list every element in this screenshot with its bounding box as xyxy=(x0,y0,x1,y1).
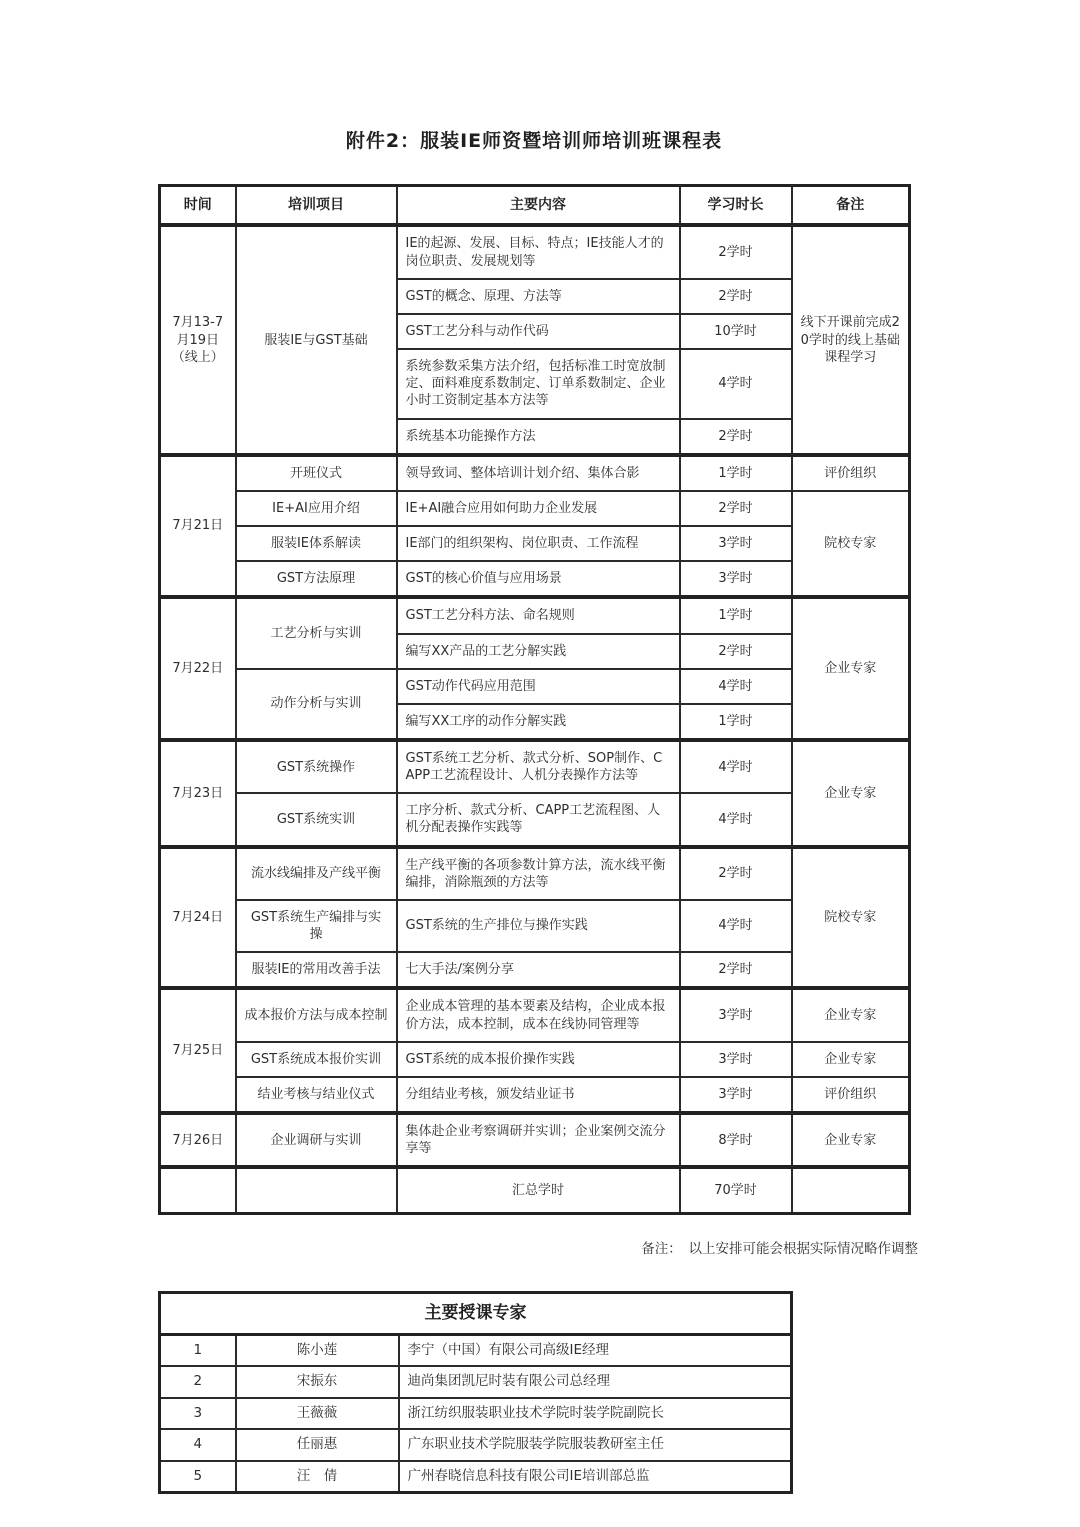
date-cell: 7月13-7月19日（线上） xyxy=(160,225,236,454)
date-cell: 7月26日 xyxy=(160,1113,236,1167)
content-cell: GST工艺分科与动作代码 xyxy=(397,314,680,349)
date-cell: 7月22日 xyxy=(160,597,236,740)
expert-title: 浙江纺织服装职业技术学院时装学院副院长 xyxy=(399,1398,792,1430)
content-cell: 领导致词、整体培训计划介绍、集体合影 xyxy=(397,455,680,491)
hours-cell: 3学时 xyxy=(680,988,792,1041)
header-cell-time: 时间 xyxy=(160,186,236,226)
content-cell: 企业成本管理的基本要素及结构，企业成本报价方法，成本控制，成本在线协同管理等 xyxy=(397,988,680,1041)
experts-header-row xyxy=(160,1293,792,1334)
hours-cell: 3学时 xyxy=(680,1077,792,1113)
project-cell: 动作分析与实训 xyxy=(236,669,397,740)
content-cell: GST工艺分科方法、命名规则 xyxy=(397,597,680,633)
empty-cell xyxy=(236,1167,397,1214)
content-cell: IE+AI融合应用如何助力企业发展 xyxy=(397,491,680,526)
table-row xyxy=(160,740,910,793)
schedule-footnote: 备注： 以上安排可能会根据实际情况略作调整 xyxy=(641,1241,918,1258)
hours-cell: 1学时 xyxy=(680,704,792,740)
table-row xyxy=(160,1077,910,1113)
expert-row xyxy=(160,1429,792,1461)
project-cell: 服装IE体系解读 xyxy=(236,526,397,561)
hours-cell: 3学时 xyxy=(680,1042,792,1077)
project-cell: IE+AI应用介绍 xyxy=(236,491,397,526)
content-cell: GST动作代码应用范围 xyxy=(397,669,680,704)
project-cell: 服装IE的常用改善手法 xyxy=(236,952,397,988)
expert-number: 5 xyxy=(160,1461,236,1493)
hours-cell: 8学时 xyxy=(680,1113,792,1167)
project-cell: 工艺分析与实训 xyxy=(236,597,397,668)
expert-number: 4 xyxy=(160,1429,236,1461)
date-cell: 7月24日 xyxy=(160,847,236,989)
date-cell: 7月23日 xyxy=(160,740,236,847)
hours-cell: 2学时 xyxy=(680,225,792,278)
expert-title: 广州春晓信息科技有限公司IE培训部总监 xyxy=(399,1461,792,1493)
content-cell: IE的起源、发展、目标、特点；IE技能人才的岗位职责、发展规划等 xyxy=(397,225,680,278)
page-title: 附件2：服装IE师资暨培训师培训班课程表 xyxy=(345,130,723,152)
date-cell: 7月25日 xyxy=(160,988,236,1113)
hours-cell: 10学时 xyxy=(680,314,792,349)
expert-number: 3 xyxy=(160,1398,236,1430)
header-cell-project: 培训项目 xyxy=(236,186,397,226)
content-cell: 系统基本功能操作方法 xyxy=(397,419,680,455)
content-cell: GST系统的生产排位与操作实践 xyxy=(397,900,680,952)
project-cell: GST系统操作 xyxy=(236,740,397,793)
expert-name: 宋振东 xyxy=(236,1366,399,1398)
note-cell: 企业专家 xyxy=(792,740,910,847)
table-row xyxy=(160,1042,910,1077)
table-row xyxy=(160,455,910,491)
note-cell: 企业专家 xyxy=(792,1113,910,1167)
content-cell: 生产线平衡的各项参数计算方法，流水线平衡编排，消除瓶颈的方法等 xyxy=(397,847,680,900)
hours-cell: 4学时 xyxy=(680,793,792,846)
content-cell: 集体赴企业考察调研并实训；企业案例交流分享等 xyxy=(397,1113,680,1167)
expert-title: 迪尚集团凯尼时装有限公司总经理 xyxy=(399,1366,792,1398)
note-cell: 线下开课前完成20学时的线上基础课程学习 xyxy=(792,225,910,454)
hours-cell: 2学时 xyxy=(680,491,792,526)
content-cell: 分组结业考核，颁发结业证书 xyxy=(397,1077,680,1113)
header-cell-hours: 学习时长 xyxy=(680,186,792,226)
expert-number: 2 xyxy=(160,1366,236,1398)
expert-row xyxy=(160,1398,792,1430)
hours-cell: 2学时 xyxy=(680,634,792,669)
content-cell: 工序分析、款式分析、CAPP工艺流程图、人机分配表操作实践等 xyxy=(397,793,680,846)
hours-cell: 2学时 xyxy=(680,847,792,900)
summary-value-cell: 70学时 xyxy=(680,1167,792,1214)
header-cell-note: 备注 xyxy=(792,186,910,226)
content-cell: 编写XX产品的工艺分解实践 xyxy=(397,634,680,669)
content-cell: GST的概念、原理、方法等 xyxy=(397,279,680,314)
hours-cell: 3学时 xyxy=(680,526,792,561)
table-row xyxy=(160,847,910,900)
project-cell: 流水线编排及产线平衡 xyxy=(236,847,397,900)
experts-table-title: 主要授课专家 xyxy=(160,1293,792,1334)
expert-name: 王薇薇 xyxy=(236,1398,399,1430)
schedule-header-row xyxy=(160,186,910,226)
content-cell: GST的核心价值与应用场景 xyxy=(397,561,680,597)
date-cell: 7月21日 xyxy=(160,455,236,598)
hours-cell: 4学时 xyxy=(680,740,792,793)
note-cell: 评价组织 xyxy=(792,455,910,491)
note-cell: 院校专家 xyxy=(792,491,910,597)
note-cell: 企业专家 xyxy=(792,1042,910,1077)
expert-name: 汪 倩 xyxy=(236,1461,399,1493)
expert-name: 任丽惠 xyxy=(236,1429,399,1461)
document-body xyxy=(158,0,918,1494)
project-cell: GST系统实训 xyxy=(236,793,397,846)
expert-title: 李宁（中国）有限公司高级IE经理 xyxy=(399,1334,792,1366)
hours-cell: 4学时 xyxy=(680,900,792,952)
hours-cell: 1学时 xyxy=(680,455,792,491)
expert-title: 广东职业技术学院服装学院服装教研室主任 xyxy=(399,1429,792,1461)
schedule-table xyxy=(158,184,911,1215)
expert-row xyxy=(160,1366,792,1398)
content-cell: 系统参数采集方法介绍，包括标准工时宽放制定、面料难度系数制定、订单系数制定、企业小时工资制定基本方法等 xyxy=(397,349,680,418)
summary-label-cell: 汇总学时 xyxy=(397,1167,680,1214)
project-cell: 企业调研与实训 xyxy=(236,1113,397,1167)
note-cell: 院校专家 xyxy=(792,847,910,989)
project-cell: GST方法原理 xyxy=(236,561,397,597)
header-cell-content: 主要内容 xyxy=(397,186,680,226)
project-cell: 成本报价方法与成本控制 xyxy=(236,988,397,1041)
table-row xyxy=(160,1113,910,1167)
content-cell: 七大手法/案例分享 xyxy=(397,952,680,988)
expert-row xyxy=(160,1461,792,1493)
hours-cell: 4学时 xyxy=(680,669,792,704)
content-cell: GST系统工艺分析、款式分析、SOP制作、CAPP工艺流程设计、人机分表操作方法等 xyxy=(397,740,680,793)
table-row xyxy=(160,988,910,1041)
note-cell: 评价组织 xyxy=(792,1077,910,1113)
table-row xyxy=(160,225,910,278)
expert-number: 1 xyxy=(160,1334,236,1366)
table-row xyxy=(160,597,910,633)
note-cell: 企业专家 xyxy=(792,597,910,740)
hours-cell: 3学时 xyxy=(680,561,792,597)
hours-cell: 2学时 xyxy=(680,279,792,314)
experts-table xyxy=(158,1291,793,1494)
note-cell: 企业专家 xyxy=(792,988,910,1041)
content-cell: IE部门的组织架构、岗位职责、工作流程 xyxy=(397,526,680,561)
project-cell: GST系统成本报价实训 xyxy=(236,1042,397,1077)
project-cell: 开班仪式 xyxy=(236,455,397,491)
hours-cell: 2学时 xyxy=(680,952,792,988)
project-cell: 服装IE与GST基础 xyxy=(236,225,397,454)
project-cell: GST系统生产编排与实操 xyxy=(236,900,397,952)
empty-cell xyxy=(792,1167,910,1214)
project-cell: 结业考核与结业仪式 xyxy=(236,1077,397,1113)
hours-cell: 2学时 xyxy=(680,419,792,455)
expert-row xyxy=(160,1334,792,1366)
table-row xyxy=(160,491,910,526)
content-cell: 编写XX工序的动作分解实践 xyxy=(397,704,680,740)
summary-row xyxy=(160,1167,910,1214)
expert-name: 陈小莲 xyxy=(236,1334,399,1366)
content-cell: GST系统的成本报价操作实践 xyxy=(397,1042,680,1077)
hours-cell: 4学时 xyxy=(680,349,792,418)
empty-cell xyxy=(160,1167,236,1214)
hours-cell: 1学时 xyxy=(680,597,792,633)
